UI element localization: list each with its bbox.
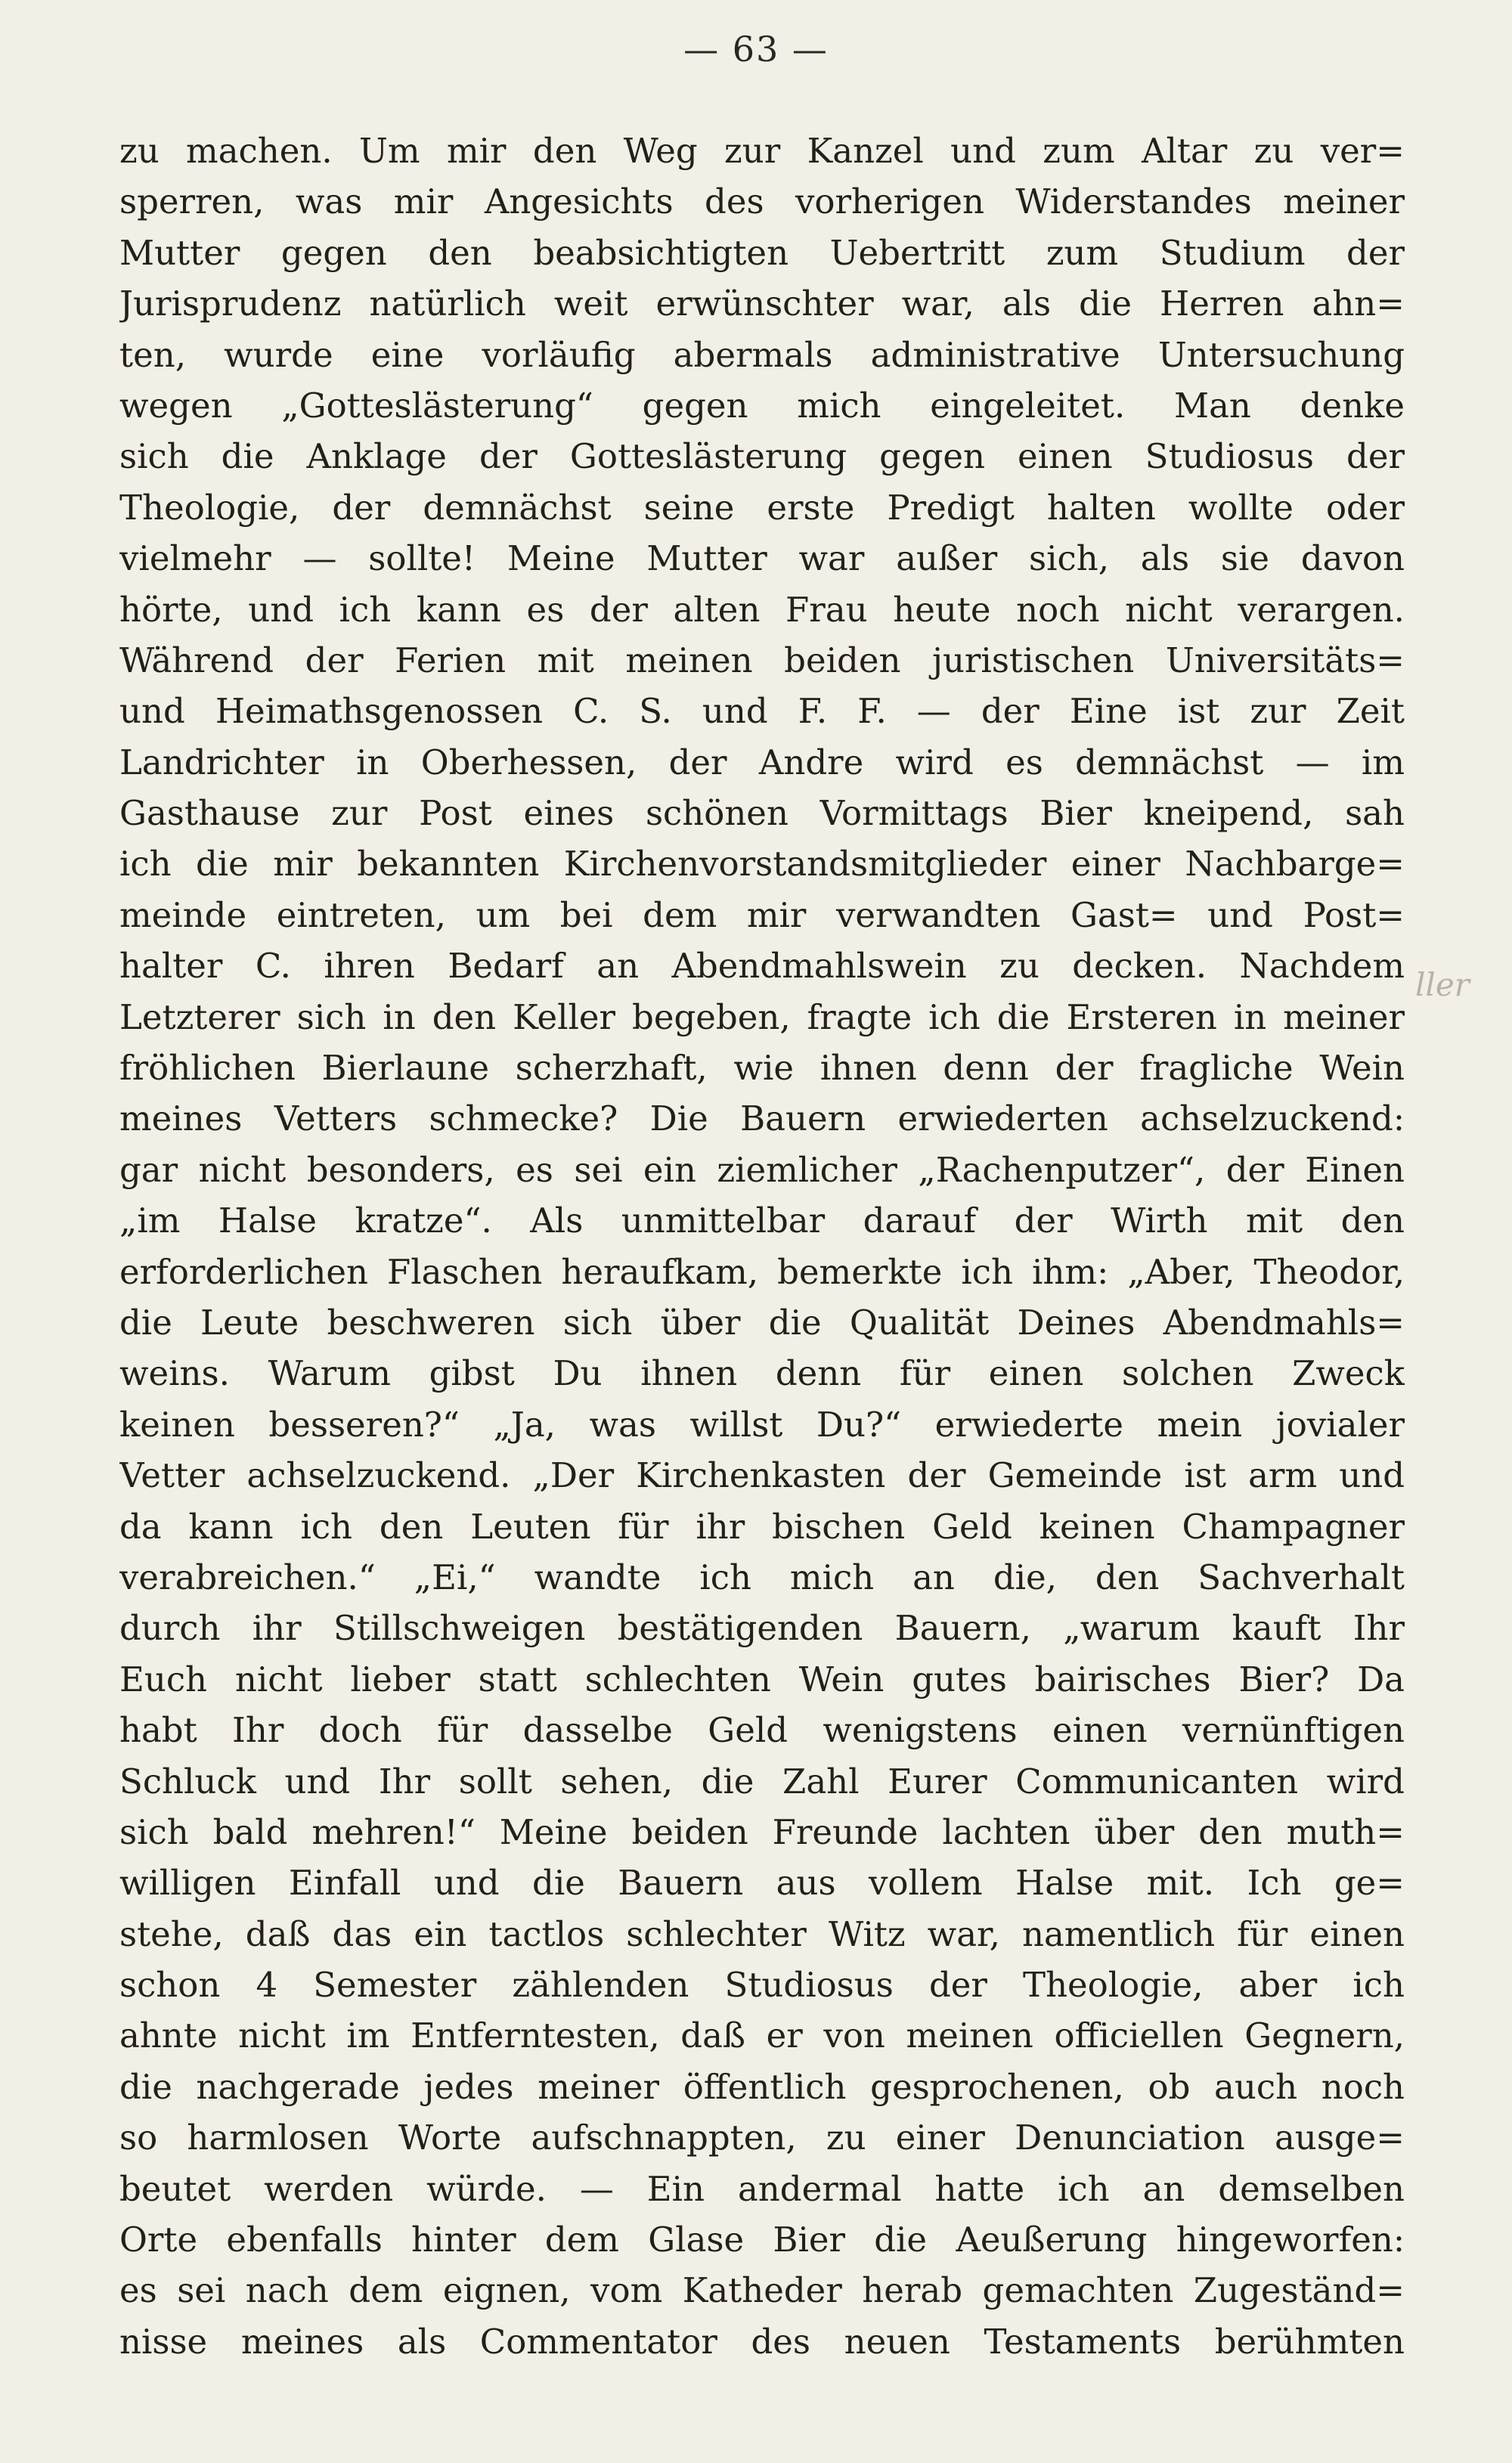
text-line: Schluck und Ihr sollt sehen, die Zahl Eurer Communicanten wird [119, 1761, 1405, 1802]
text-line: stehe, daß das ein tactlos schlechter Witz war, namentlich für einen [119, 1913, 1405, 1954]
text-line: willigen Einfall und die Bauern aus vollem Halse mit. Ich ge= [119, 1863, 1405, 1904]
text-line: habt Ihr doch für dasselbe Geld wenigstens einen vernünftigen [119, 1710, 1405, 1751]
text-line: halter C. ihren Bedarf an Abendmahlswein zu decken. Nachdem [119, 946, 1405, 987]
text-line: meinde eintreten, um bei dem mir verwandten Gast= und Post= [119, 894, 1405, 935]
text-line: Mutter gegen den beabsichtigten Uebertritt zum Studium der [119, 232, 1405, 273]
text-line: nisse meines als Commentator des neuen Testaments berühmten [119, 2321, 1405, 2362]
margin-bleed-through-note: ller [1415, 966, 1470, 1003]
text-line: ahnte nicht im Entferntesten, daß er von meinen officiellen Gegnern, [119, 2015, 1405, 2056]
text-line: Theologie, der demnächst seine erste Predigt halten wollte oder [119, 487, 1405, 528]
text-line: Vetter achselzuckend. „Der Kirchenkasten der Gemeinde ist arm und [119, 1455, 1405, 1496]
text-line: durch ihr Stillschweigen bestätigenden Bauern, „warum kauft Ihr [119, 1608, 1405, 1649]
text-line: Orte ebenfalls hinter dem Glase Bier die Aeußerung hingeworfen: [119, 2220, 1405, 2260]
body-text [119, 125, 1405, 2367]
text-line: so harmlosen Worte aufschnappten, zu einer Denunciation ausge= [119, 2118, 1405, 2158]
text-line: meines Vetters schmecke? Die Bauern erwiederten achselzuckend: [119, 1098, 1405, 1139]
text-line: und Heimathsgenossen C. S. und F. F. — der Eine ist zur Zeit [119, 691, 1405, 732]
text-line: ich die mir bekannten Kirchenvorstandsmitglieder einer Nachbarge= [119, 844, 1405, 885]
text-line: hörte, und ich kann es der alten Frau heute noch nicht verargen. [119, 589, 1405, 630]
text-line: die Leute beschweren sich über die Qualität Deines Abendmahls= [119, 1302, 1405, 1343]
text-line: Letzterer sich in den Keller begeben, fragte ich die Ersteren in meiner [119, 996, 1405, 1037]
page-number-header: — 63 — [683, 29, 829, 70]
text-line: keinen besseren?“ „Ja, was willst Du?“ erwiederte mein jovialer [119, 1404, 1405, 1445]
text-line: „im Halse kratze“. Als unmittelbar darauf der Wirth mit den [119, 1201, 1405, 1241]
text-line: es sei nach dem eignen, vom Katheder herab gemachten Zugeständ= [119, 2270, 1405, 2311]
text-line: zu machen. Um mir den Weg zur Kanzel und zum Altar zu ver= [119, 131, 1405, 171]
text-line: vielmehr — sollte! Meine Mutter war außer sich, als sie davon [119, 538, 1405, 579]
text-line: weins. Warum gibst Du ihnen denn für einen solchen Zweck [119, 1353, 1405, 1394]
text-line: fröhlichen Bierlaune scherzhaft, wie ihnen denn der fragliche Wein [119, 1048, 1405, 1089]
text-line: beutet werden würde. — Ein andermal hatte ich an demselben [119, 2168, 1405, 2209]
text-line: Jurisprudenz natürlich weit erwünschter war, als die Herren ahn= [119, 283, 1405, 324]
text-line: sperren, was mir Angesichts des vorherigen Widerstandes meiner [119, 181, 1405, 222]
text-line: die nachgerade jedes meiner öffentlich gesprochenen, ob auch noch [119, 2066, 1405, 2107]
text-line: erforderlichen Flaschen heraufkam, bemerkte ich ihm: „Aber, Theodor, [119, 1251, 1405, 1292]
text-line: schon 4 Semester zählenden Studiosus der Theologie, aber ich [119, 1965, 1405, 2006]
text-line: da kann ich den Leuten für ihr bischen Geld keinen Champagner [119, 1506, 1405, 1547]
text-line: ten, wurde eine vorläufig abermals administrative Untersuchung [119, 334, 1405, 375]
text-line: sich bald mehren!“ Meine beiden Freunde lachten über den muth= [119, 1811, 1405, 1852]
text-line: Euch nicht lieber statt schlechten Wein gutes bairisches Bier? Da [119, 1659, 1405, 1699]
text-line: Gasthause zur Post eines schönen Vormittags Bier kneipend, sah [119, 793, 1405, 834]
text-line: sich die Anklage der Gotteslästerung gegen einen Studiosus der [119, 436, 1405, 477]
text-line: wegen „Gotteslästerung“ gegen mich eingeleitet. Man denke [119, 385, 1405, 426]
text-line: gar nicht besonders, es sei ein ziemlicher „Rachenputzer“, der Einen [119, 1149, 1405, 1190]
text-line: verabreichen.“ „Ei,“ wandte ich mich an die, den Sachverhalt [119, 1557, 1405, 1597]
text-line: Während der Ferien mit meinen beiden juristischen Universitäts= [119, 640, 1405, 680]
text-line: Landrichter in Oberhessen, der Andre wird es demnächst — im [119, 742, 1405, 782]
